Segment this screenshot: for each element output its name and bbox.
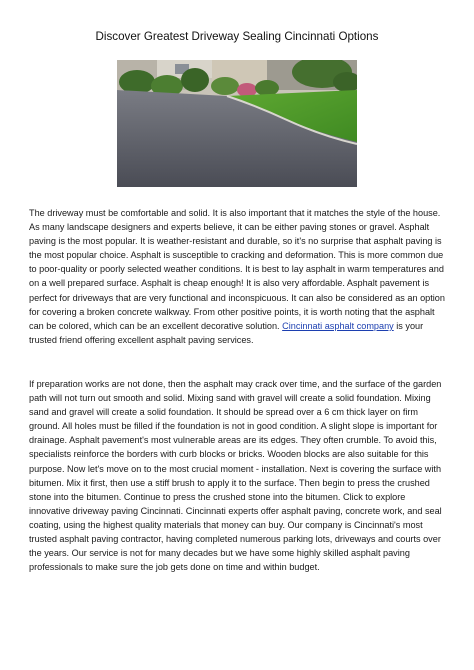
page-title: Discover Greatest Driveway Sealing Cincinnati Options bbox=[95, 30, 379, 43]
cincinnati-asphalt-company-link[interactable]: Cincinnati asphalt company bbox=[282, 320, 394, 331]
intro-paragraph bbox=[29, 206, 447, 347]
intro-text: The driveway must be comfortable and solid. It is also important that it matches the style of the house. As many landscape designers and experts believe, it can be either paving stones or gravel. Asphalt paving is the most popular. It is weather-resistant and durable, so it's no surprise that asphalt paving is the most popular choice. Asphalt is susceptible to cracking and deformation. This is more common due to poor-quality or poorly selected weather conditions. It is best to lay asphalt in warm temperatures and on a well prepared surface. Asphalt is cheap enough! It is also very affordable. Asphalt pavement is perfect for driveways that are very functional and inconspicuous. It can also be considered as an option for covering a broken concrete walkway. From other positive points, it is worth noting that the asphalt can be colored, which can be an excellent decorative solution. bbox=[29, 208, 445, 331]
preparation-paragraph: If preparation works are not done, then the asphalt may crack over time, and the surface of the garden path will not turn out smooth and solid. Mixing sand with gravel will create a solid foundation. Mixing sand and gravel will create a solid foundation. It should be spread over a 6 cm thick layer on firm ground. All holes must be filled if the foundation is not in good condition. A slight slope is important for drainage. Asphalt pavement's most vulnerable areas are its edges. They often crumble. To avoid this, specialists reinforce the borders with curb blocks or bricks. Wooden blocks are also suitable for this purpose. Now let's move on to the most crucial moment - installation. Next is covering the surface with bitumen. Mix it first, then use a stiff brush to apply it to the surface. Then begin to press the crushed stone into the bitumen. Continue to press the crushed stone into the bitumen. Click to explore innovative driveway paving Cincinnati. Cincinnati experts offer asphalt paving, concrete work, and seal coating, using the highest quality materials that money can buy. Our company is Cincinnati's most trusted asphalt paving contractor, having completed numerous parking lots, driveways and courts over the years. Our service is not for many decades but we have some highly skilled asphalt paving professionals to make sure the job gets done on time and within budget. bbox=[29, 379, 442, 573]
driveway-photo bbox=[117, 60, 357, 187]
intro-text-end: is your trusted friend offering excellent asphalt paving services. bbox=[29, 320, 424, 345]
